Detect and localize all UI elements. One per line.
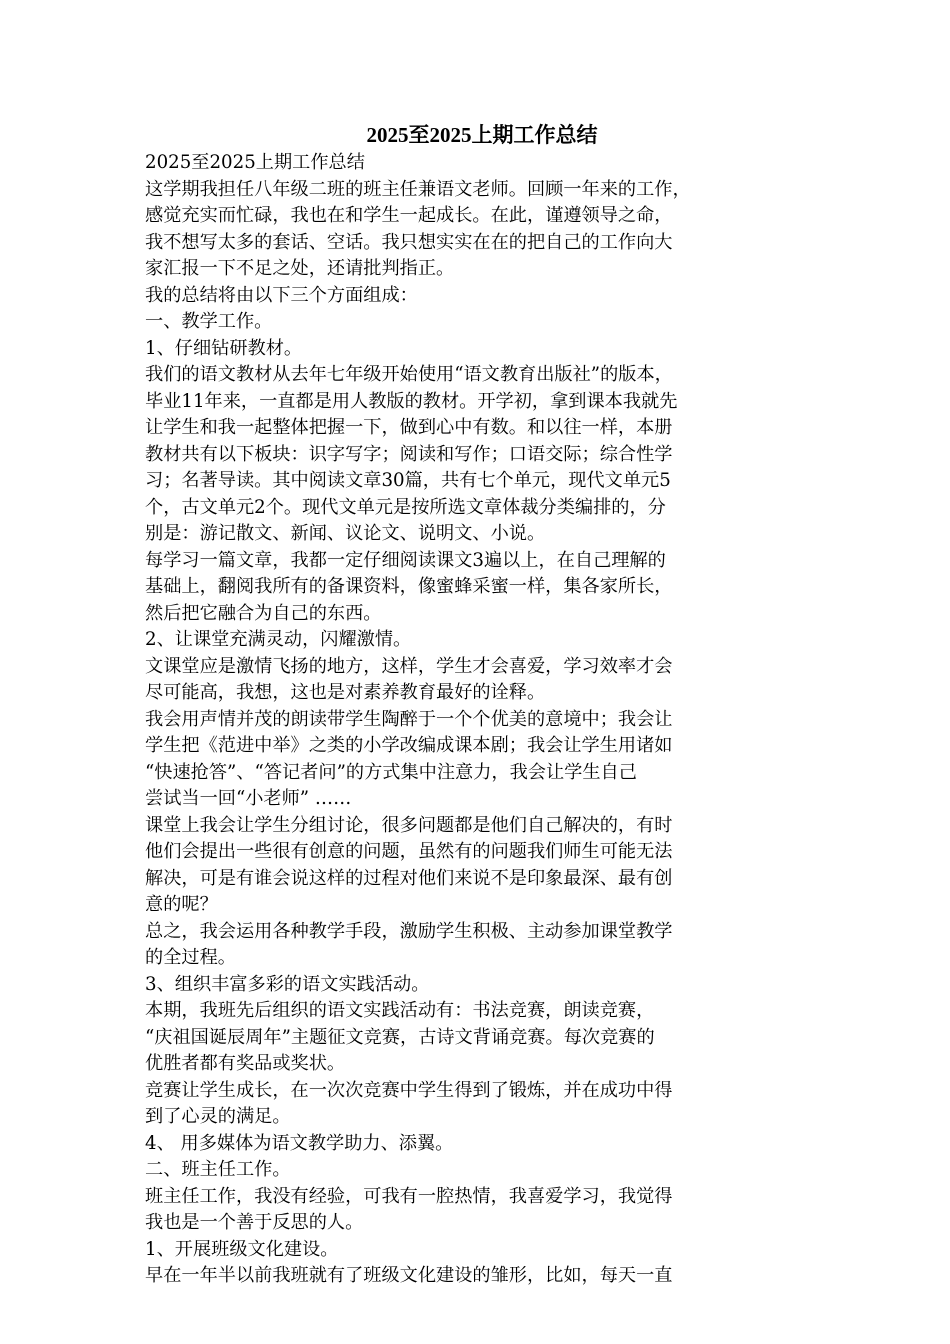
text-line: 我也是一个善于反思的人。	[145, 1212, 364, 1233]
text-line: 解决，可是有谁会说这样的过程对他们来说不是印象最深、最有创	[145, 867, 673, 889]
text-line: 二、班主任工作。	[145, 1159, 291, 1180]
text-line: “快速抢答”、“答记者问”的方式集中注意力，我会让学生自己	[145, 761, 637, 783]
text-line: 班主任工作，我没有经验，可我有一腔热情，我喜爱学习，我觉得	[145, 1185, 673, 1207]
text-line: 1、仔细钻研教材。	[145, 337, 303, 359]
text-line: 的全过程。	[145, 947, 236, 968]
text-line: 他们会提出一些很有创意的问题，虽然有的问题我们师生可能无法	[145, 841, 673, 862]
text-line: 4、 用多媒体为语文教学助力、添翼。	[145, 1132, 454, 1154]
text-line: 竞赛让学生成长，在一次次竞赛中学生得到了锻炼，并在成功中得	[145, 1079, 673, 1101]
text-line: 文课堂应是激情飞扬的地方，这样，学生才会喜爱，学习效率才会	[145, 655, 673, 677]
text-line: 我们的语文教材从去年七年级开始使用“语文教育出版社”的版本，	[145, 364, 673, 385]
text-line: 每学习一篇文章，我都一定仔细阅读课文3遍以上，在自己理解的	[145, 549, 666, 571]
text-line: 尝试当一回“小老师” ……	[145, 788, 352, 809]
text-line: 学生把《范进中举》之类的小学改编成课本剧；我会让学生用诸如	[145, 735, 673, 756]
text-line: 意的呢？	[145, 894, 218, 915]
text-line: 2、让课堂充满灵动，闪耀激情。	[145, 629, 412, 650]
text-line: 到了心灵的满足。	[145, 1106, 291, 1127]
text-line: 2025至2025上期工作总结	[145, 152, 365, 173]
text-line: 毕业11年来，一直都是用人教版的教材。开学初，拿到课本我就先	[145, 390, 678, 412]
text-line: 3、组织丰富多彩的语文实践活动。	[145, 973, 430, 995]
text-line: 个，古文单元2个。现代文单元是按所选文章体裁分类编排的，分	[145, 496, 666, 518]
document-body	[145, 150, 805, 1290]
text-line: 然后把它融合为自己的东西。	[145, 602, 382, 624]
text-line: 早在一年半以前我班就有了班级文化建设的雏形，比如，每天一直	[145, 1265, 673, 1286]
document-page	[145, 120, 805, 1290]
text-line: 教材共有以下板块：识字写字；阅读和写作；口语交际；综合性学	[145, 443, 673, 465]
text-line: 我不想写太多的套话、空话。我只想实实在在的把自己的工作向大	[145, 231, 673, 253]
text-line: 本期，我班先后组织的语文实践活动有：书法竞赛，朗读竞赛，	[145, 1000, 655, 1021]
text-line: 习；名著导读。其中阅读文章30篇，共有七个单元，现代文单元5	[145, 470, 671, 491]
text-line: 基础上，翻阅我所有的备课资料，像蜜蜂采蜜一样，集各家所长，	[145, 576, 673, 597]
text-line: 我会用声情并茂的朗读带学生陶醉于一个个优美的意境中；我会让	[145, 708, 673, 730]
text-line: “庆祖国诞辰周年”主题征文竞赛，古诗文背诵竞赛。每次竞赛的	[145, 1026, 655, 1048]
document-title: 2025至2025上期工作总结	[366, 123, 598, 147]
text-line: 一、教学工作。	[145, 311, 273, 332]
text-line: 优胜者都有奖品或奖状。	[145, 1053, 346, 1074]
text-line: 尽可能高，我想，这也是对素养教育最好的诠释。	[145, 682, 546, 703]
text-line: 总之，我会运用各种教学手段，激励学生积极、主动参加课堂教学	[145, 920, 673, 942]
text-line: 家汇报一下不足之处，还请批判指正。	[145, 258, 455, 279]
text-line: 别是：游记散文、新闻、议论文、说明文、小说。	[145, 523, 546, 544]
text-line: 课堂上我会让学生分组讨论，很多问题都是他们自己解决的，有时	[145, 814, 673, 836]
text-line: 我的总结将由以下三个方面组成：	[145, 284, 418, 306]
text-line: 感觉充实而忙碌，我也在和学生一起成长。在此，谨遵领导之命，	[145, 205, 673, 226]
text-line: 1、开展班级文化建设。	[145, 1238, 339, 1260]
text-line: 让学生和我一起整体把握一下，做到心中有数。和以往一样，本册	[145, 417, 673, 438]
text-line: 这学期我担任八年级二班的班主任兼语文老师。回顾一年来的工作，	[145, 178, 691, 200]
